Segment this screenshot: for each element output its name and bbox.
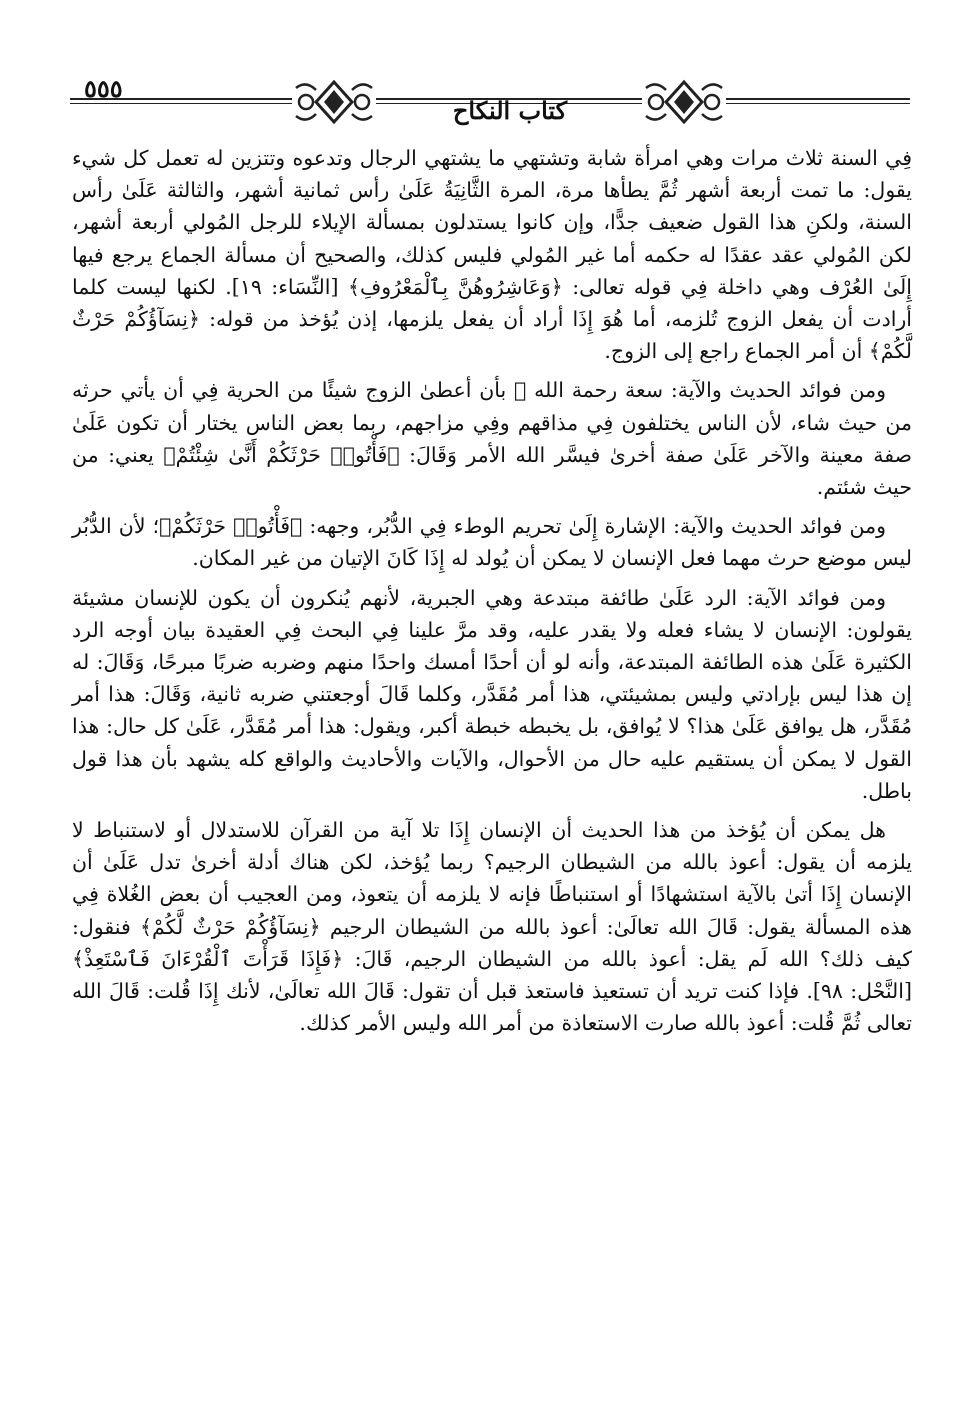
paragraph-1: فِي السنة ثلاث مرات وهي امرأة شابة وتشتهي ما يشتهي الرجال وتدعوه وتتزين له تعمل كل شيء يقول: ما تمت أربعة أشهر ثُمَّ يطأها مرة، المرة الثَّانِيَةُ عَلَىٰ رأس ثمانية أشهر، والثالثة عَلَىٰ رأس السنة، ولكنِ هذا القول ضعيف جدًّا، وإن كانوا يستدلون بمسألة الإيلاء للرجل المُولي أربعة أشهر، لكن المُولي عقد عقدًا له حكمه أما غير المُولي فليس كذلك، والصحيح أن مسألة الجماع يرجع فيها إِلَىٰ العُرْف وهي داخلة فِي قوله تعالى: ﴿وَعَاشِرُوهُنَّ بِٱلْمَعْرُوفِ﴾ [النِّسَاء: ١٩]. لكنها ليست كلما أرادت أن يفعل الزوج تُلزمه، أما هُوَ إِذَا أراد أن يفعل يلزمها، إذن يُؤخذ من قوله: ﴿نِسَآؤُكُمْ حَرْثٌ لَّكُمْ﴾ أن أمر الجماع راجع إلى الزوج. xyxy=(72,146,912,364)
ornament-right-icon xyxy=(642,78,726,126)
running-title: كتاب النكاح xyxy=(452,96,568,125)
ornament-left-icon xyxy=(292,78,376,126)
page-number: ٥٥٥ xyxy=(84,74,123,103)
body-text xyxy=(72,142,912,1039)
paragraph-4: ومن فوائد الآية: الرد عَلَىٰ طائفة مبتدعة وهي الجبرية، لأنهم يُنكرون أن يكون للإنسان مشيئة يقولون: الإنسان لا يشاء فعله ولا يقدر عليه، وقد مرَّ علينا فِي البحث فِي العقيدة بيان أوجه الرد الكثيرة عَلَىٰ هذه الطائفة المبتدعة، وأنه لو أن أحدًا أمسك واحدًا منهم وضربه ضربًا مبرحًا، وَقَالَ: له إن هذا ليس بإرادتي وليس بمشيئتي، هذا أمر مُقَدَّر، وكلما قَالَ أوجعتني ضربه ثانية، وَقَالَ: هذا أمر مُقَدَّر، هل يوافق عَلَىٰ هذا؟ لا يُوافق، بل يخبطه خبطة أكبر، ويقول: هذا أمر مُقَدَّر، عَلَىٰ كل حال: هذا القول لا يمكن أن يستقيم عليه حال من الأحوال، والآيات والأحاديث والواقع كله يشهد بأن هذا قول باطل. xyxy=(72,585,912,803)
paragraph-3: ومن فوائد الحديث والآية: الإشارة إِلَىٰ تحريم الوطء فِي الدُّبُر، وجهه: ﴿فَأْتُوا۟ حَرْثَكُمْ﴾؛ لأن الدُّبُر ليس موضع حرث مهما فعل الإنسان لا يمكن أن يُولد له إِذَا كَانَ الإتيان من غير المكان. xyxy=(72,514,912,571)
page-header xyxy=(70,74,910,136)
paragraph-5: هل يمكن أن يُؤخذ من هذا الحديث أن الإنسان إِذَا تلا آية من القرآن للاستدلال أو لاستنباط لا يلزمه أن يقول: أعوذ بالله من الشيطان الرجيم؟ ربما يُؤخذ، لكن هناك أدلة أخرىٰ تدل عَلَىٰ أن الإنسان إِذَا أتىٰ بالآية استشهادًا أو استنباطًا فإنه لا يلزمه أن يتعوذ، ومن العجيب أن بعض الغُلاة فِي هذه المسألة يقول: قَالَ الله تعالَىٰ: أعوذ بالله من الشيطان الرجيم ﴿نِسَآؤُكُمْ حَرْثٌ لَّكُمْ﴾ فنقول: كيف ذلك؟ الله لَم يقل: أعوذ بالله من الشيطان الرجيم، قَالَ: ﴿فَإِذَا قَرَأْتَ ٱلْقُرْءَانَ فَٱسْتَعِذْ﴾ [النَّحْل: ٩٨]. فإذا كنت تريد أن تستعيذ فاستعذ قبل أن تقول: قَالَ الله تعالَىٰ، لأنك إِذَا قُلت: قَالَ الله تعالى ثُمَّ قُلت: أعوذ بالله صارت الاستعاذة من أمر الله وليس الأمر كذلك. xyxy=(72,818,912,1036)
paragraph-2: ومن فوائد الحديث والآية: سعة رحمة الله ﷻ بأن أعطىٰ الزوج شيئًا من الحرية فِي أن يأتي حرثه من حيث شاء، لأن الناس يختلفون فِي مذاقهم وفِي مزاجهم، ربما بعض الناس يختار أن تكون عَلَىٰ صفة معينة والآخر عَلَىٰ صفة أخرىٰ فيسَّر الله الأمر وَقَالَ: ﴿فَأْتُوا۟ حَرْثَكُمْ أَنَّىٰ شِئْتُمْ﴾ يعني: من حيث شئتم. xyxy=(72,378,912,500)
